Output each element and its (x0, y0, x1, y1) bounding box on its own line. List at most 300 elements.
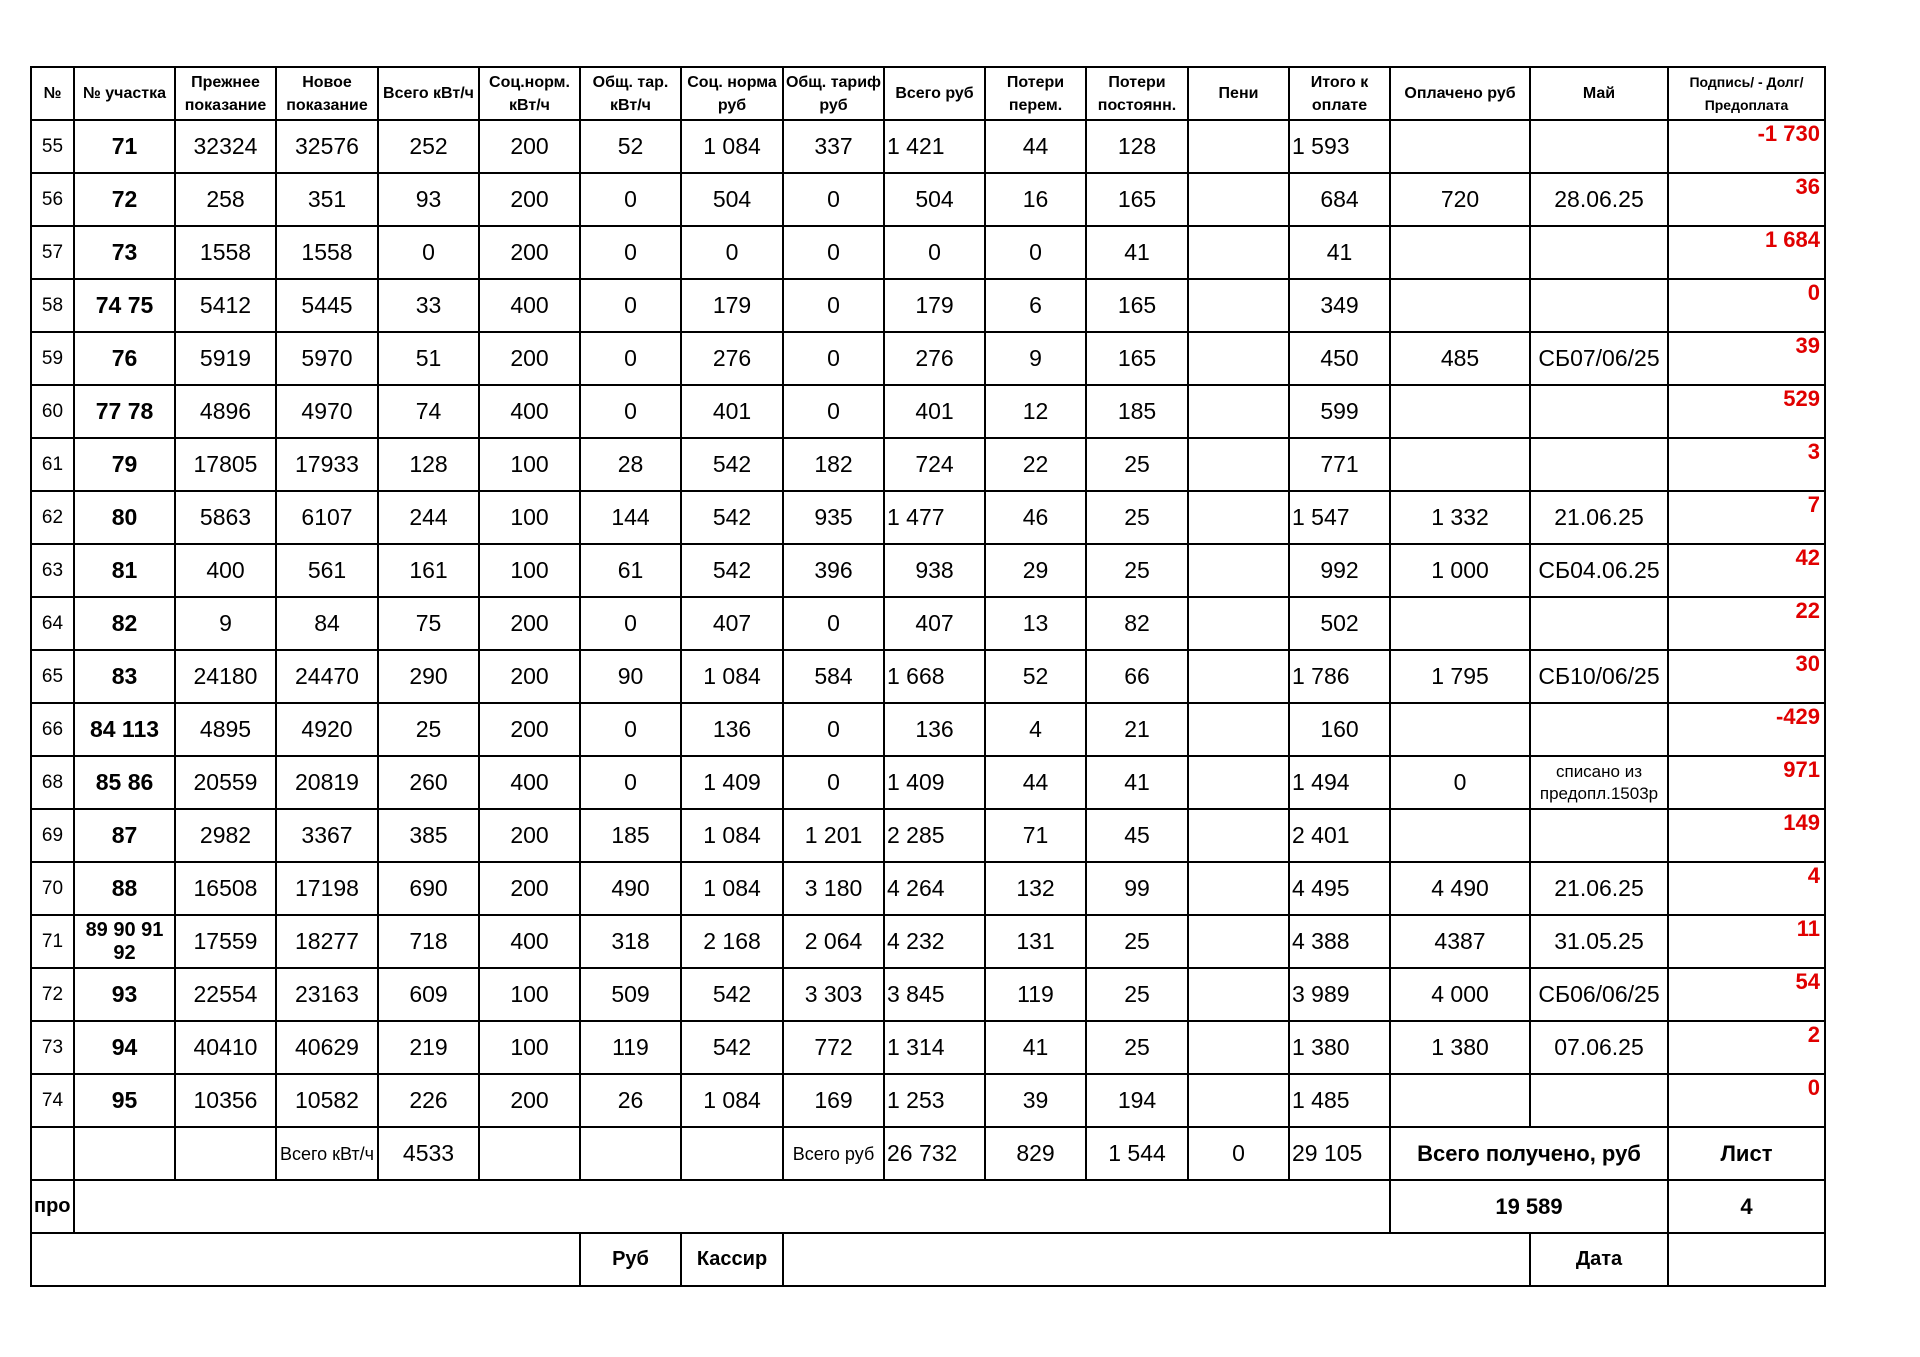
plot-number-cell: 89 90 91 92 (74, 915, 175, 968)
new-reading-cell: 6107 (276, 491, 378, 544)
previous-reading-cell: 17559 (175, 915, 276, 968)
total-rub-cell: 179 (884, 279, 985, 332)
losses-variable-cell: 41 (985, 1021, 1086, 1074)
social-norm-rub-cell: 1 084 (681, 1074, 783, 1127)
social-norm-kwh-cell: 100 (479, 968, 580, 1021)
social-norm-rub-cell: 0 (681, 226, 783, 279)
table-row (31, 1021, 1825, 1074)
debt-prepayment-cell: 42 (1668, 544, 1825, 597)
total-kwh-cell: 74 (378, 385, 479, 438)
general-tariff-kwh-cell: 26 (580, 1074, 681, 1127)
cashier-label: Кассир (681, 1233, 783, 1286)
social-norm-kwh-cell: 100 (479, 544, 580, 597)
losses-variable-cell: 6 (985, 279, 1086, 332)
social-norm-rub-cell: 2 168 (681, 915, 783, 968)
losses-constant-cell: 25 (1086, 968, 1188, 1021)
header-cell: Всего руб (884, 67, 985, 120)
general-tariff-rub-cell: 0 (783, 173, 884, 226)
social-norm-rub-cell: 542 (681, 968, 783, 1021)
totals-row (31, 1127, 1825, 1180)
header-cell: Общ. тар. кВт/ч (580, 67, 681, 120)
total-to-pay-cell: 4 388 (1289, 915, 1390, 968)
losses-constant-cell: 25 (1086, 915, 1188, 968)
total-loss-const: 1 544 (1086, 1127, 1188, 1180)
losses-constant-cell: 82 (1086, 597, 1188, 650)
social-norm-rub-cell: 1 084 (681, 650, 783, 703)
payment-date-cell (1530, 438, 1668, 491)
total-rub-cell: 4 264 (884, 862, 985, 915)
payment-date-cell: СБ10/06/25 (1530, 650, 1668, 703)
debt-prepayment-cell: 149 (1668, 809, 1825, 862)
paid-rub-cell (1390, 385, 1530, 438)
new-reading-cell: 40629 (276, 1021, 378, 1074)
losses-constant-cell: 165 (1086, 332, 1188, 385)
general-tariff-rub-cell: 0 (783, 597, 884, 650)
general-tariff-kwh-cell: 490 (580, 862, 681, 915)
general-tariff-kwh-cell: 0 (580, 226, 681, 279)
fines-cell (1188, 173, 1289, 226)
total-rub-cell: 724 (884, 438, 985, 491)
new-reading-cell: 5970 (276, 332, 378, 385)
new-reading-cell: 10582 (276, 1074, 378, 1127)
plot-number-cell: 80 (74, 491, 175, 544)
debt-prepayment-cell: 971 (1668, 756, 1825, 809)
previous-reading-cell: 9 (175, 597, 276, 650)
row-index-cell: 68 (31, 756, 74, 809)
total-kwh-cell: 0 (378, 226, 479, 279)
fines-cell (1188, 1074, 1289, 1127)
total-kwh-cell: 690 (378, 862, 479, 915)
row-index-cell: 63 (31, 544, 74, 597)
row-index-cell: 56 (31, 173, 74, 226)
previous-reading-cell: 16508 (175, 862, 276, 915)
general-tariff-kwh-cell: 0 (580, 173, 681, 226)
losses-variable-cell: 71 (985, 809, 1086, 862)
previous-reading-cell: 4895 (175, 703, 276, 756)
debt-prepayment-cell: 1 684 (1668, 226, 1825, 279)
plot-number-cell: 76 (74, 332, 175, 385)
social-norm-kwh-cell: 400 (479, 279, 580, 332)
table-row (31, 332, 1825, 385)
payment-date-cell (1530, 1074, 1668, 1127)
social-norm-rub-cell: 401 (681, 385, 783, 438)
table-row (31, 756, 1825, 809)
new-reading-cell: 4970 (276, 385, 378, 438)
general-tariff-kwh-cell: 119 (580, 1021, 681, 1074)
empty-cell (580, 1127, 681, 1180)
total-rub-cell: 1 253 (884, 1074, 985, 1127)
paid-rub-cell: 4387 (1390, 915, 1530, 968)
header-cell: Оплачено руб (1390, 67, 1530, 120)
fines-cell (1188, 968, 1289, 1021)
row-index-cell: 55 (31, 120, 74, 173)
general-tariff-rub-cell: 337 (783, 120, 884, 173)
table-row (31, 1074, 1825, 1127)
fines-cell (1188, 597, 1289, 650)
debt-prepayment-cell: 529 (1668, 385, 1825, 438)
total-rub-cell: 504 (884, 173, 985, 226)
debt-prepayment-cell: 2 (1668, 1021, 1825, 1074)
total-rub-cell: 276 (884, 332, 985, 385)
losses-variable-cell: 16 (985, 173, 1086, 226)
new-reading-cell: 17198 (276, 862, 378, 915)
paid-rub-cell: 4 000 (1390, 968, 1530, 1021)
total-rub-cell: 1 668 (884, 650, 985, 703)
plot-number-cell: 72 (74, 173, 175, 226)
total-rub-cell: 938 (884, 544, 985, 597)
total-kwh-cell: 244 (378, 491, 479, 544)
new-reading-cell: 24470 (276, 650, 378, 703)
table-row (31, 120, 1825, 173)
general-tariff-kwh-cell: 0 (580, 597, 681, 650)
losses-variable-cell: 4 (985, 703, 1086, 756)
fines-cell (1188, 120, 1289, 173)
social-norm-rub-cell: 542 (681, 544, 783, 597)
debt-prepayment-cell: -429 (1668, 703, 1825, 756)
previous-reading-cell: 40410 (175, 1021, 276, 1074)
social-norm-rub-cell: 179 (681, 279, 783, 332)
general-tariff-rub-cell: 3 303 (783, 968, 884, 1021)
paid-rub-cell (1390, 809, 1530, 862)
paid-rub-cell (1390, 226, 1530, 279)
losses-constant-cell: 25 (1086, 491, 1188, 544)
losses-variable-cell: 12 (985, 385, 1086, 438)
total-kwh-cell: 226 (378, 1074, 479, 1127)
losses-constant-cell: 99 (1086, 862, 1188, 915)
payment-date-cell (1530, 279, 1668, 332)
truncated-label: про (31, 1180, 74, 1233)
row-index-cell: 60 (31, 385, 74, 438)
losses-variable-cell: 39 (985, 1074, 1086, 1127)
header-cell: Итого к оплате (1289, 67, 1390, 120)
total-kwh-cell: 609 (378, 968, 479, 1021)
losses-variable-cell: 131 (985, 915, 1086, 968)
fines-cell (1188, 544, 1289, 597)
total-to-pay-cell: 1 380 (1289, 1021, 1390, 1074)
social-norm-kwh-cell: 100 (479, 491, 580, 544)
losses-constant-cell: 25 (1086, 1021, 1188, 1074)
total-loss-var: 829 (985, 1127, 1086, 1180)
received-row (31, 1180, 1825, 1233)
previous-reading-cell: 4896 (175, 385, 276, 438)
losses-variable-cell: 44 (985, 756, 1086, 809)
blank-span (31, 1233, 580, 1286)
empty-cell (175, 1127, 276, 1180)
total-kwh-cell: 252 (378, 120, 479, 173)
plot-number-cell: 94 (74, 1021, 175, 1074)
social-norm-rub-cell: 136 (681, 703, 783, 756)
previous-reading-cell: 10356 (175, 1074, 276, 1127)
debt-prepayment-cell: 22 (1668, 597, 1825, 650)
losses-constant-cell: 194 (1086, 1074, 1188, 1127)
total-kwh-cell: 290 (378, 650, 479, 703)
total-to-pay-cell: 1 485 (1289, 1074, 1390, 1127)
row-index-cell: 70 (31, 862, 74, 915)
general-tariff-rub-cell: 584 (783, 650, 884, 703)
payment-date-cell: СБ04.06.25 (1530, 544, 1668, 597)
losses-variable-cell: 44 (985, 120, 1086, 173)
social-norm-rub-cell: 407 (681, 597, 783, 650)
general-tariff-kwh-cell: 185 (580, 809, 681, 862)
fines-cell (1188, 1021, 1289, 1074)
row-index-cell: 69 (31, 809, 74, 862)
new-reading-cell: 561 (276, 544, 378, 597)
losses-variable-cell: 13 (985, 597, 1086, 650)
fines-cell (1188, 862, 1289, 915)
social-norm-kwh-cell: 200 (479, 1074, 580, 1127)
total-received: 19 589 (1390, 1180, 1668, 1233)
general-tariff-kwh-cell: 318 (580, 915, 681, 968)
row-index-cell: 59 (31, 332, 74, 385)
payment-date-cell: 21.06.25 (1530, 491, 1668, 544)
losses-constant-cell: 21 (1086, 703, 1188, 756)
paid-rub-cell (1390, 120, 1530, 173)
total-to-pay-cell: 41 (1289, 226, 1390, 279)
total-kwh-cell: 219 (378, 1021, 479, 1074)
fines-cell (1188, 385, 1289, 438)
total-received-label: Всего получено, руб (1390, 1127, 1668, 1180)
social-norm-kwh-cell: 400 (479, 756, 580, 809)
social-norm-kwh-cell: 200 (479, 809, 580, 862)
fines-cell (1188, 650, 1289, 703)
header-cell: Всего кВт/ч (378, 67, 479, 120)
total-to-pay-cell: 1 786 (1289, 650, 1390, 703)
total-rub-cell: 1 314 (884, 1021, 985, 1074)
date-field (1668, 1233, 1825, 1286)
general-tariff-rub-cell: 0 (783, 385, 884, 438)
total-rub-cell: 3 845 (884, 968, 985, 1021)
plot-number-cell: 81 (74, 544, 175, 597)
new-reading-cell: 20819 (276, 756, 378, 809)
losses-constant-cell: 25 (1086, 438, 1188, 491)
losses-variable-cell: 119 (985, 968, 1086, 1021)
general-tariff-kwh-cell: 28 (580, 438, 681, 491)
new-reading-cell: 1558 (276, 226, 378, 279)
fines-cell (1188, 491, 1289, 544)
social-norm-kwh-cell: 200 (479, 597, 580, 650)
blank-span (74, 1180, 1390, 1233)
general-tariff-rub-cell: 0 (783, 332, 884, 385)
fines-cell (1188, 703, 1289, 756)
previous-reading-cell: 5412 (175, 279, 276, 332)
social-norm-rub-cell: 1 084 (681, 809, 783, 862)
losses-constant-cell: 165 (1086, 279, 1188, 332)
table-row (31, 703, 1825, 756)
table-row (31, 597, 1825, 650)
losses-variable-cell: 132 (985, 862, 1086, 915)
total-kwh-cell: 161 (378, 544, 479, 597)
row-index-cell: 58 (31, 279, 74, 332)
plot-number-cell: 73 (74, 226, 175, 279)
payment-date-cell (1530, 809, 1668, 862)
social-norm-kwh-cell: 200 (479, 332, 580, 385)
debt-prepayment-cell: 7 (1668, 491, 1825, 544)
total-to-pay-cell: 4 495 (1289, 862, 1390, 915)
payment-date-cell: 21.06.25 (1530, 862, 1668, 915)
header-cell: Соц. норма руб (681, 67, 783, 120)
general-tariff-rub-cell: 772 (783, 1021, 884, 1074)
social-norm-rub-cell: 504 (681, 173, 783, 226)
general-tariff-kwh-cell: 90 (580, 650, 681, 703)
table-row (31, 809, 1825, 862)
total-kwh: 4533 (378, 1127, 479, 1180)
previous-reading-cell: 20559 (175, 756, 276, 809)
paid-rub-cell (1390, 279, 1530, 332)
losses-variable-cell: 46 (985, 491, 1086, 544)
losses-constant-cell: 45 (1086, 809, 1188, 862)
sheet-label: Лист (1668, 1127, 1825, 1180)
row-index-cell: 73 (31, 1021, 74, 1074)
table-row (31, 544, 1825, 597)
table-row (31, 438, 1825, 491)
previous-reading-cell: 1558 (175, 226, 276, 279)
debt-prepayment-cell: 11 (1668, 915, 1825, 968)
social-norm-kwh-cell: 200 (479, 173, 580, 226)
general-tariff-rub-cell: 0 (783, 756, 884, 809)
table-row (31, 862, 1825, 915)
table-row (31, 915, 1825, 968)
losses-variable-cell: 29 (985, 544, 1086, 597)
previous-reading-cell: 32324 (175, 120, 276, 173)
row-index-cell: 62 (31, 491, 74, 544)
total-rub-cell: 0 (884, 226, 985, 279)
losses-constant-cell: 41 (1086, 226, 1188, 279)
sheet-number: 4 (1668, 1180, 1825, 1233)
previous-reading-cell: 258 (175, 173, 276, 226)
total-to-pay-cell: 3 989 (1289, 968, 1390, 1021)
previous-reading-cell: 5919 (175, 332, 276, 385)
social-norm-rub-cell: 276 (681, 332, 783, 385)
payment-date-cell (1530, 226, 1668, 279)
total-to-pay-cell: 160 (1289, 703, 1390, 756)
total-to-pay-cell: 349 (1289, 279, 1390, 332)
header-cell: № (31, 67, 74, 120)
empty-cell (31, 1127, 74, 1180)
plot-number-cell: 84 113 (74, 703, 175, 756)
header-cell: Общ. тариф руб (783, 67, 884, 120)
social-norm-kwh-cell: 100 (479, 438, 580, 491)
plot-number-cell: 88 (74, 862, 175, 915)
general-tariff-rub-cell: 3 180 (783, 862, 884, 915)
general-tariff-rub-cell: 0 (783, 703, 884, 756)
general-tariff-rub-cell: 396 (783, 544, 884, 597)
row-index-cell: 64 (31, 597, 74, 650)
general-tariff-kwh-cell: 0 (580, 279, 681, 332)
total-kwh-cell: 385 (378, 809, 479, 862)
payment-date-cell: 28.06.25 (1530, 173, 1668, 226)
payment-date-cell: СБ06/06/25 (1530, 968, 1668, 1021)
general-tariff-kwh-cell: 0 (580, 385, 681, 438)
paid-rub-cell (1390, 1074, 1530, 1127)
total-rub-cell: 136 (884, 703, 985, 756)
debt-prepayment-cell: 4 (1668, 862, 1825, 915)
total-to-pay-cell: 1 593 (1289, 120, 1390, 173)
social-norm-rub-cell: 542 (681, 1021, 783, 1074)
previous-reading-cell: 400 (175, 544, 276, 597)
plot-number-cell: 77 78 (74, 385, 175, 438)
fines-cell (1188, 226, 1289, 279)
plot-number-cell: 87 (74, 809, 175, 862)
total-to-pay-cell: 1 547 (1289, 491, 1390, 544)
social-norm-rub-cell: 1 409 (681, 756, 783, 809)
losses-constant-cell: 66 (1086, 650, 1188, 703)
new-reading-cell: 32576 (276, 120, 378, 173)
general-tariff-rub-cell: 0 (783, 279, 884, 332)
social-norm-rub-cell: 1 084 (681, 120, 783, 173)
payment-date-cell (1530, 597, 1668, 650)
signature-row (31, 1233, 1825, 1286)
table-row (31, 968, 1825, 1021)
fines-cell (1188, 279, 1289, 332)
social-norm-kwh-cell: 200 (479, 120, 580, 173)
total-rub-label: Всего руб (783, 1127, 884, 1180)
new-reading-cell: 3367 (276, 809, 378, 862)
paid-rub-cell: 1 000 (1390, 544, 1530, 597)
table-row (31, 650, 1825, 703)
table-row (31, 491, 1825, 544)
plot-number-cell: 79 (74, 438, 175, 491)
previous-reading-cell: 17805 (175, 438, 276, 491)
total-kwh-label: Всего кВт/ч (276, 1127, 378, 1180)
payment-date-cell: списано из предопл.1503р (1530, 756, 1668, 809)
fines-cell (1188, 756, 1289, 809)
row-index-cell: 71 (31, 915, 74, 968)
total-rub: 26 732 (884, 1127, 985, 1180)
new-reading-cell: 23163 (276, 968, 378, 1021)
total-kwh-cell: 718 (378, 915, 479, 968)
empty-cell (681, 1127, 783, 1180)
total-rub-cell: 407 (884, 597, 985, 650)
header-cell: Потери постоянн. (1086, 67, 1188, 120)
new-reading-cell: 18277 (276, 915, 378, 968)
previous-reading-cell: 24180 (175, 650, 276, 703)
total-rub-cell: 401 (884, 385, 985, 438)
paid-rub-cell: 1 380 (1390, 1021, 1530, 1074)
general-tariff-kwh-cell: 61 (580, 544, 681, 597)
paid-rub-cell: 720 (1390, 173, 1530, 226)
plot-number-cell: 74 75 (74, 279, 175, 332)
losses-variable-cell: 9 (985, 332, 1086, 385)
general-tariff-kwh-cell: 52 (580, 120, 681, 173)
total-kwh-cell: 75 (378, 597, 479, 650)
social-norm-kwh-cell: 200 (479, 226, 580, 279)
payment-date-cell (1530, 120, 1668, 173)
previous-reading-cell: 5863 (175, 491, 276, 544)
total-to-pay-cell: 450 (1289, 332, 1390, 385)
general-tariff-rub-cell: 0 (783, 226, 884, 279)
fines-cell (1188, 332, 1289, 385)
total-rub-cell: 2 285 (884, 809, 985, 862)
paid-rub-cell (1390, 703, 1530, 756)
paid-rub-cell (1390, 438, 1530, 491)
general-tariff-kwh-cell: 0 (580, 703, 681, 756)
payment-ledger-table (30, 66, 1826, 1287)
total-to-pay-cell: 502 (1289, 597, 1390, 650)
plot-number-cell: 71 (74, 120, 175, 173)
paid-rub-cell: 1 795 (1390, 650, 1530, 703)
paid-rub-cell: 4 490 (1390, 862, 1530, 915)
table-row (31, 279, 1825, 332)
general-tariff-kwh-cell: 0 (580, 332, 681, 385)
total-rub-cell: 4 232 (884, 915, 985, 968)
table-row (31, 173, 1825, 226)
cashier-signature-field (783, 1233, 1530, 1286)
general-tariff-rub-cell: 2 064 (783, 915, 884, 968)
general-tariff-kwh-cell: 0 (580, 756, 681, 809)
debt-prepayment-cell: 36 (1668, 173, 1825, 226)
social-norm-kwh-cell: 400 (479, 385, 580, 438)
total-to-pay-cell: 1 494 (1289, 756, 1390, 809)
